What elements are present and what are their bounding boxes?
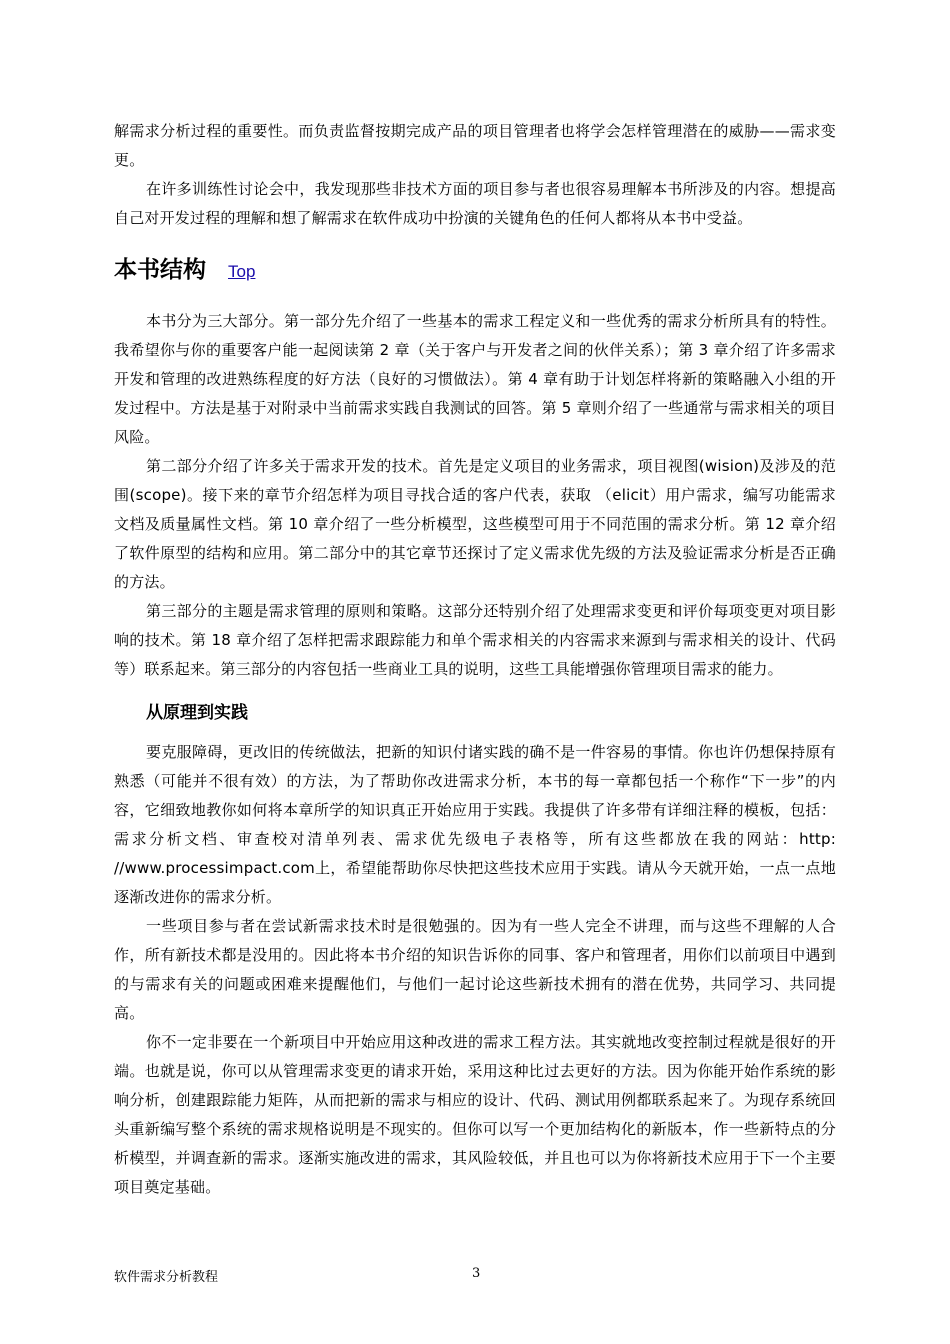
subsection-paragraph: 你不一定非要在一个新项目中开始应用这种改进的需求工程方法。其实就地改变控制过程就是很好的开端。也就是说，你可以从管理需求变更的请求开始，采用这种比过去更好的方法。因为你能开始作系统的影响分析，创建跟踪能力矩阵，从而把新的需求与相应的设计、代码、测试用例都联系起来了。为现存系统回头重新编写整个系统的需求规格说明是不现实的。但你可以写一个更加结构化的新版本，作一些新特点的分析模型，并调查新的需求。逐渐实施改进的需求，其风险较低，并且也可以为你将新技术应用于下一个主要项目奠定基础。 [114,1033,836,1196]
intro-paragraph-1: 解需求分析过程的重要性。而负责监督按期完成产品的项目管理者也将学会怎样管理潜在的威胁——需求变更。 [114,122,836,169]
section-heading [114,253,836,289]
footer-page-number: 3 [472,1266,481,1281]
section-paragraph: 本书分为三大部分。第一部分先介绍了一些基本的需求工程定义和一些优秀的需求分析所具有的特性。我希望你与你的重要客户能一起阅读第 2 章（关于客户与开发者之间的伙伴关系）；第 3 章介绍了许多需求开发和管理的改进熟练程度的好方法（良好的习惯做法）。第 4 章有助于计划怎样将新的策略融入小组的开发过程中。方法是基于对附录中当前需求实践自我测试的回答。第 5 章则介绍了一些通常与需求相关的项目风险。 [114,312,836,446]
page-body [114,117,836,1202]
section-paragraph: 第三部分的主题是需求管理的原则和策略。这部分还特别介绍了处理需求变更和评价每项变更对项目影响的技术。第 18 章介绍了怎样把需求跟踪能力和单个需求相关的内容需求来源到与需求相关的设计、代码等）联系起来。第三部分的内容包括一些商业工具的说明，这些工具能增强你管理项目需求的能力。 [114,602,836,678]
subsection-paragraph: 一些项目参与者在尝试新需求技术时是很勉强的。因为有一些人完全不讲理，而与这些不理解的人合作，所有新技术都是没用的。因此将本书介绍的知识告诉你的同事、客户和管理者，用你们以前项目中遇到的与需求有关的问题或困难来提醒他们，与他们一起讨论这些新技术拥有的潜在优势，共同学习、共同提高。 [114,917,836,1022]
subsection-title: 从原理到实践 [146,703,248,723]
subsection-paragraph: 要克服障碍，更改旧的传统做法，把新的知识付诸实践的确不是一件容易的事情。你也许仍想保持原有熟悉（可能并不很有效）的方法，为了帮助你改进需求分析，本书的每一章都包括一个称作“下一步”的内容，它细致地教你如何将本章所学的知识真正开始应用于实践。我提供了许多带有详细注释的模板，包括：需求分析文档、审查校对清单列表、需求优先级电子表格等，所有这些都放在我的网站：http: //www.processimpact.com上，希望能帮助你尽快把这些技术应用于实践。请从今天就开始，一点一点地逐渐改进你的需求分析。 [114,743,836,906]
section-title: 本书结构 [114,257,206,283]
top-link[interactable]: Top [228,262,256,281]
section-paragraph: 第二部分介绍了许多关于需求开发的技术。首先是定义项目的业务需求，项目视图(wision)及涉及的范围(scope)。接下来的章节介绍怎样为项目寻找合适的客户代表，获取 （elicit）用户需求，编写功能需求文档及质量属性文档。第 10 章介绍了一些分析模型，这些模型可用于不同范围的需求分析。第 12 章介绍了软件原型的结构和应用。第二部分中的其它章节还探讨了定义需求优先级的方法及验证需求分析是否正确的方法。 [114,457,836,591]
page-footer [114,1266,836,1288]
footer-book-title: 软件需求分析教程 [114,1270,219,1285]
intro-paragraph-2: 在许多训练性讨论会中，我发现那些非技术方面的项目参与者也很容易理解本书所涉及的内容。想提高自己对开发过程的理解和想了解需求在软件成功中扮演的关键角色的任何人都将从本书中受益。 [114,180,836,227]
